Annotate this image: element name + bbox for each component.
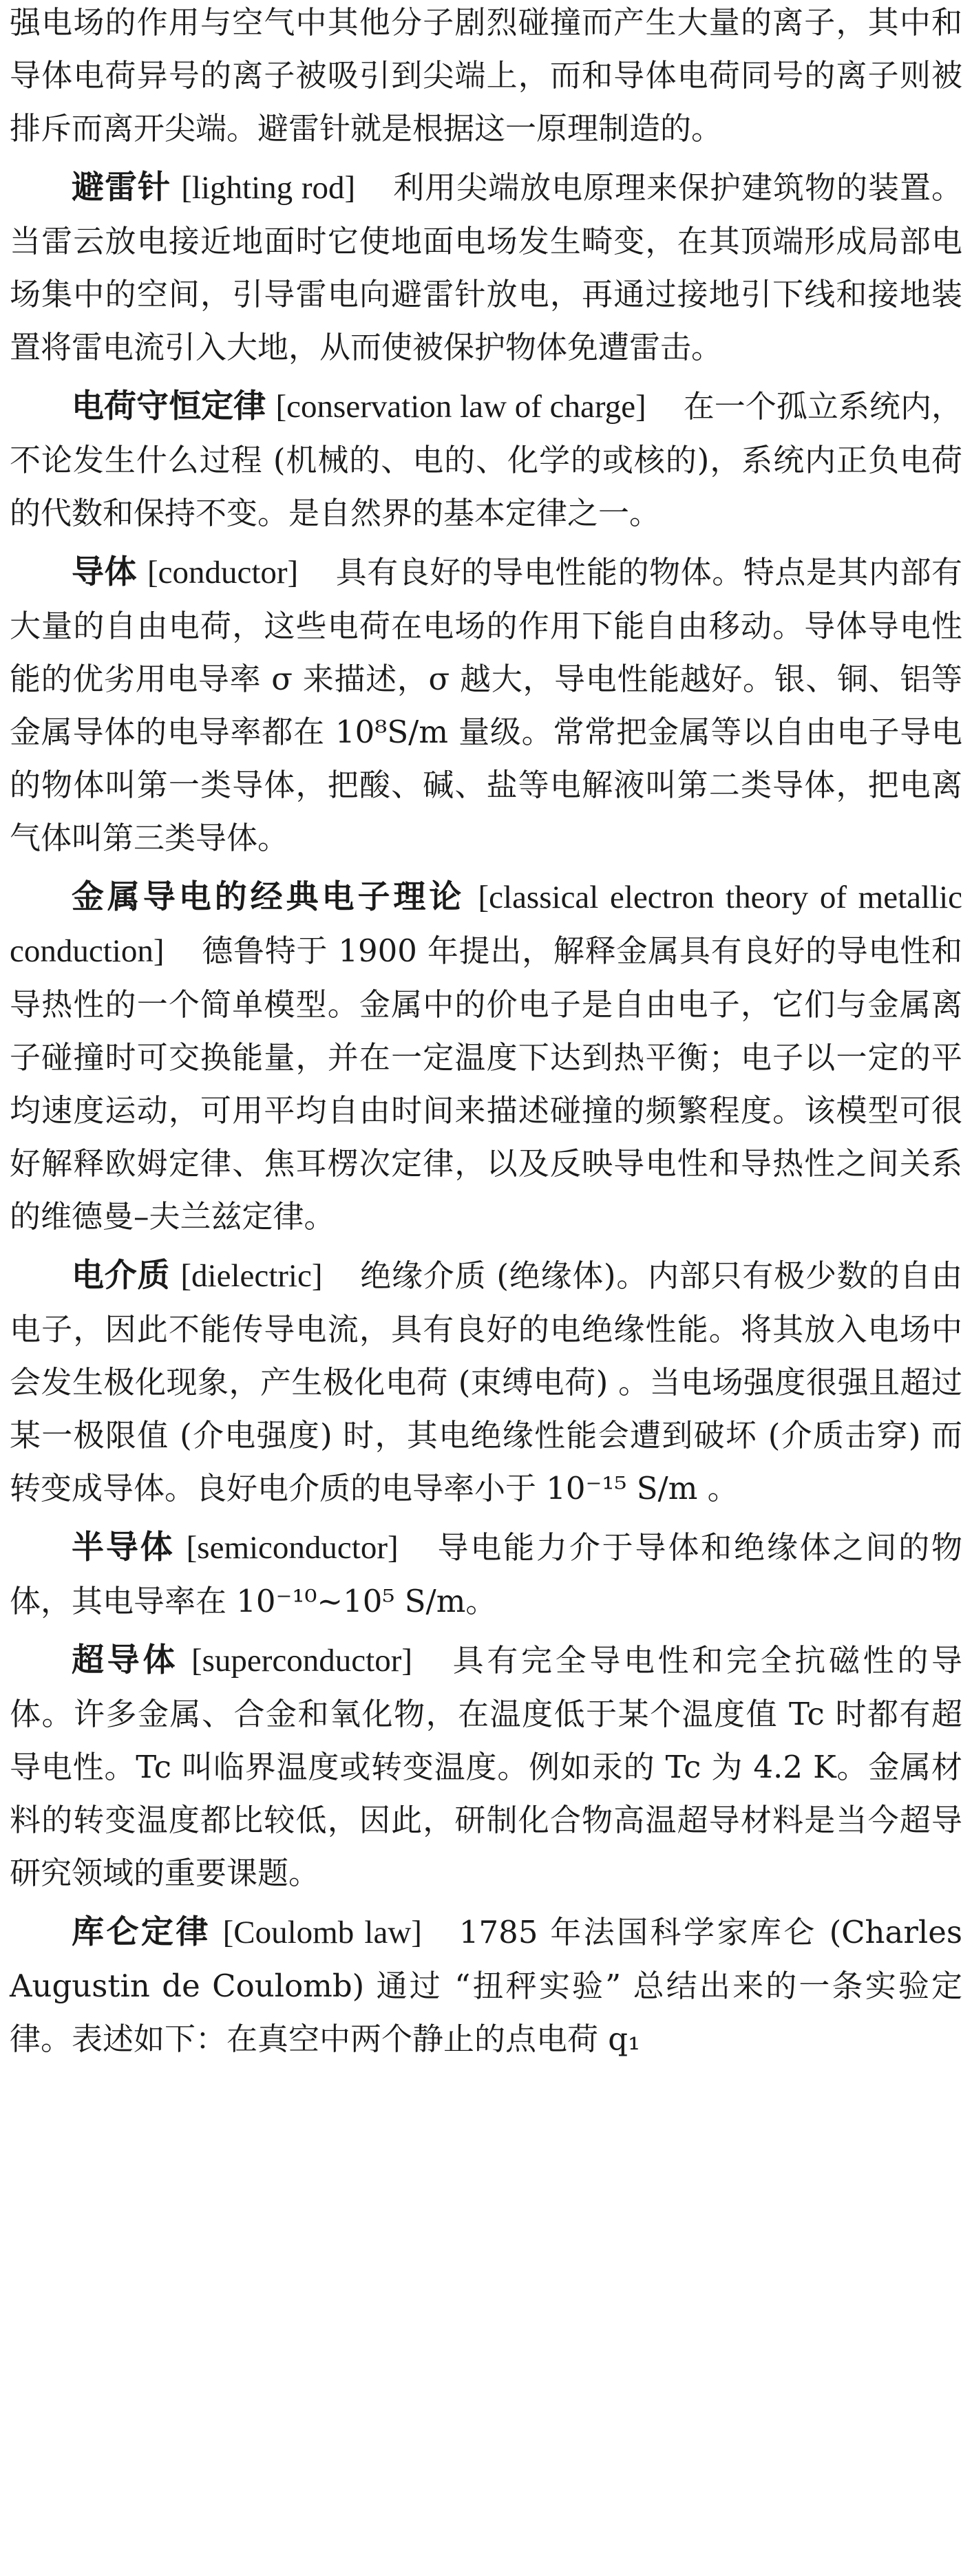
entry-conservation-law: [10, 380, 962, 540]
intro-text: 强电场的作用与空气中其他分子剧烈碰撞而产生大量的离子，其中和导体电荷异号的离子被吸引到尖端上，而和导体电荷同号的离子则被排斥而离开尖端。避雷针就是根据这一原理制造的。: [10, 4, 962, 147]
entry-text: 在一个孤立系统内，不论发生什么过程 (机械的、电的、化学的或核的)，系统内正负电荷的代数和保持不变。是自然界的基本定律之一。: [10, 388, 962, 531]
entry-text: 利用尖端放电原理来保护建筑物的装置。当雷云放电接近地面时它使地面电场发生畸变，在其顶端形成局部电场集中的空间，引导雷电向避雷针放电，再通过接地引下线和接地装置将雷电流引入大地，从而使被保护物体免遭雷击。: [10, 169, 962, 365]
entry-term: 半导体: [72, 1529, 175, 1566]
entry-semiconductor: [10, 1521, 962, 1628]
entry-dielectric: [10, 1249, 962, 1515]
entry-text: 绝缘介质 (绝缘体)。内部只有极少数的自由电子，因此不能传导电流，具有良好的电绝缘性能。将其放入电场中会发生极化现象，产生极化电荷 (束缚电荷) 。当电场强度很强且超过某一极限值 (介电强度) 时，其电绝缘性能会遭到破坏 (介质击穿) 而转变成导体。良好电介质的电导率小于 10⁻¹⁵ S/m 。: [10, 1257, 962, 1507]
entry-english: [lighting rod]: [181, 170, 356, 206]
entry-text: 具有良好的导电性能的物体。特点是其内部有大量的自由电荷，这些电荷在电场的作用下能自由移动。导体导电性能的优劣用电导率 σ 来描述，σ 越大，导电性能越好。银、铜、铝等金属导体的电导率都在 10⁸S/m 量级。常常把金属等以自由电子导电的物体叫第一类导体，把酸、碱、盐等电解液叫第二类导体，把电离气体叫第三类导体。: [10, 554, 963, 856]
entry-term: 避雷针: [72, 169, 171, 206]
entry-superconductor: [10, 1634, 962, 1899]
entry-conductor: [10, 546, 962, 864]
entry-term: 电荷守恒定律: [72, 387, 266, 425]
entry-text: 具有完全导电性和完全抗磁性的导体。许多金属、合金和氧化物，在温度低于某个温度值 Tc 时都有超导电性。Tc 叫临界温度或转变温度。例如汞的 Tc 为 4.2 K。金属材料的转变温度都比较低，因此，研制化合物高温超导材料是当今超导研究领域的重要课题。: [10, 1642, 962, 1891]
entry-lightning-rod: [10, 161, 962, 374]
entry-english: [conservation law of charge]: [275, 389, 646, 425]
entry-english: [dielectric]: [180, 1258, 323, 1294]
entry-english: [Coulomb law]: [222, 1915, 422, 1950]
entry-text: 1785 年法国科学家库仑 (Charles Augustin de Coulomb) 通过 “扭秤实验” 总结出来的一条实验定律。表述如下：在真空中两个静止的点电荷 q₁: [10, 1914, 962, 2057]
entry-english: [classical electron theory of metallic conduction]: [10, 880, 963, 969]
intro-paragraph: [10, 0, 962, 155]
entry-term: 库仑定律: [72, 1913, 211, 1951]
entry-english: [semiconductor]: [186, 1530, 399, 1566]
entry-term: 电介质: [72, 1257, 171, 1295]
entry-term: 超导体: [72, 1641, 178, 1679]
entry-text: 导电能力介于导体和绝缘体之间的物体，其电导率在 10⁻¹⁰~10⁵ S/m。: [10, 1529, 962, 1619]
entry-english: [conductor]: [147, 555, 299, 590]
entry-english: [superconductor]: [191, 1643, 413, 1679]
entry-text: 德鲁特于 1900 年提出，解释金属具有良好的导电性和导热性的一个简单模型。金属中的价电子是自由电子，它们与金属离子碰撞时可交换能量，并在一定温度下达到热平衡；电子以一定的平均速度运动，可用平均自由时间来描述碰撞的频繁程度。该模型可很好解释欧姆定律、焦耳楞次定律，以及反映导电性和导热性之间关系的维德曼–夫兰兹定律。: [10, 933, 962, 1235]
entry-term: 金属导电的经典电子理论: [72, 878, 465, 916]
entry-term: 导体: [72, 553, 138, 591]
entry-coulomb-law: [10, 1906, 962, 2065]
entry-electron-theory: [10, 871, 962, 1243]
